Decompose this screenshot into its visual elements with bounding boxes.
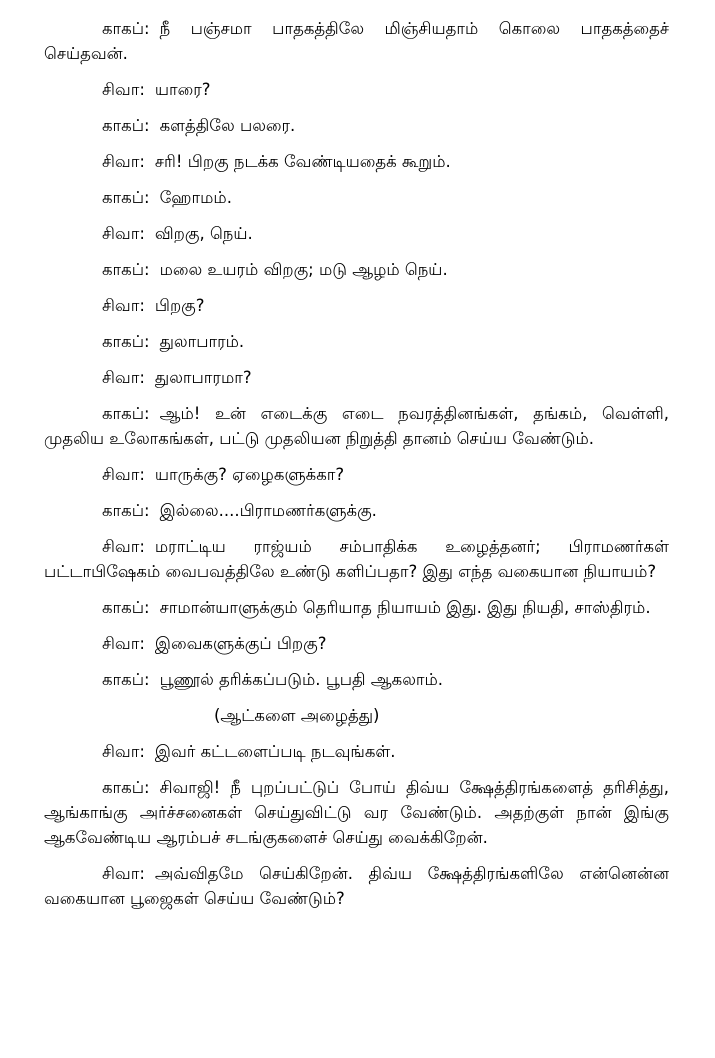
dialogue-text: யாருக்கு? ஏழைகளுக்கா? [154, 465, 345, 484]
speaker-label: காகப்: [102, 501, 150, 520]
dialogue-line [44, 462, 669, 487]
speaker-label: காகப்: [102, 19, 150, 38]
speaker-label: சிவா: [102, 224, 145, 243]
dialogue-line [44, 739, 669, 764]
dialogue-text: ஹோமம். [159, 188, 232, 207]
speaker-label: காகப்: [102, 598, 150, 617]
speaker-label: சிவா: [102, 537, 145, 556]
dialogue-text: பூணூல் தரிக்கப்படும். பூபதி ஆகலாம். [159, 670, 444, 689]
dialogue-text: சிவாஜி! நீ புறப்பட்டுப் போய் திவ்ய க்ஷேத்திரங்களைத் தரிசித்து, ஆங்காங்கு அர்ச்சனைகள் செய்துவிட்டு வர வேண்டும். அதற்குள் நான் இங்கு ஆகவேண்டிய ஆரம்பச் சடங்குகளைச் செய்து வைக்கிறேன். [44, 778, 669, 847]
dialogue-line [44, 534, 669, 584]
dialogue-block [44, 16, 669, 692]
dialogue-line [44, 861, 669, 911]
dialogue-line [44, 257, 669, 282]
speaker-label: காகப்: [102, 188, 150, 207]
dialogue-line [44, 595, 669, 620]
speaker-label: சிவா: [102, 152, 145, 171]
dialogue-line [44, 149, 669, 174]
dialogue-text: துலாபாரம். [159, 332, 245, 351]
speaker-label: சிவா: [102, 742, 145, 761]
dialogue-text: யாரை? [154, 80, 211, 99]
dialogue-text: மராட்டிய ராஜ்யம் சம்பாதிக்க உழைத்தனர்; பிராமணர்கள் பட்டாபிஷேகம் வைபவத்திலே உண்டு களிப்பதா? இது எந்த வகையான நியாயம்? [44, 537, 669, 581]
dialogue-text: துலாபாரமா? [154, 368, 252, 387]
stage-direction: (ஆட்களை அழைத்து) [214, 706, 380, 725]
dialogue-text: சாமான்யாளுக்கும் தெரியாத நியாயம் இது. இது நியதி, சாஸ்திரம். [159, 598, 651, 617]
speaker-label: சிவா: [102, 368, 145, 387]
dialogue-text: மலை உயரம் விறகு; மடு ஆழம் நெய். [159, 260, 448, 279]
dialogue-line [44, 221, 669, 246]
speaker-label: காகப்: [102, 404, 150, 423]
dialogue-line [44, 16, 669, 66]
speaker-label: காகப்: [102, 670, 150, 689]
dialogue-line [44, 77, 669, 102]
speaker-label: சிவா: [102, 80, 145, 99]
speaker-label: காகப்: [102, 332, 150, 351]
dialogue-text: நீ பஞ்சமா பாதகத்திலே மிஞ்சியதாம் கொலை பாதகத்தைச் செய்தவன். [44, 19, 669, 63]
dialogue-text: விறகு, நெய். [154, 224, 253, 243]
speaker-label: காகப்: [102, 260, 150, 279]
dialogue-text: இல்லை....பிராமணர்களுக்கு. [159, 501, 377, 520]
dialogue-line [44, 498, 669, 523]
dialogue-text: ஆம்! உன் எடைக்கு எடை நவரத்தினங்கள், தங்கம், வெள்ளி, முதலிய உலோகங்கள், பட்டு முதலியன நிறுத்தி தானம் செய்ய வேண்டும். [44, 404, 669, 448]
dialogue-line [44, 329, 669, 354]
dialogue-text: இவர் கட்டளைப்படி நடவுங்கள். [154, 742, 396, 761]
speaker-label: சிவா: [102, 864, 145, 883]
dialogue-text: இவைகளுக்குப் பிறகு? [154, 634, 327, 653]
dialogue-line [44, 401, 669, 451]
speaker-label: சிவா: [102, 296, 145, 315]
dialogue-line [44, 667, 669, 692]
speaker-label: காகப்: [102, 778, 150, 797]
speaker-label: சிவா: [102, 634, 145, 653]
dialogue-line [44, 631, 669, 656]
speaker-label: சிவா: [102, 465, 145, 484]
dialogue-text: களத்திலே பலரை. [159, 116, 296, 135]
dialogue-line [44, 185, 669, 210]
dialogue-text: சரி! பிறகு நடக்க வேண்டியதைக் கூறும். [154, 152, 451, 171]
dialogue-line [44, 113, 669, 138]
dialogue-block-2 [44, 739, 669, 911]
speaker-label: காகப்: [102, 116, 150, 135]
dialogue-line [44, 365, 669, 390]
dialogue-text: அவ்விதமே செய்கிறேன். திவ்ய க்ஷேத்திரங்களிலே என்னென்ன வகையான பூஜைகள் செய்ய வேண்டும்? [44, 864, 669, 908]
dialogue-line [44, 775, 669, 850]
dialogue-text: பிறகு? [154, 296, 205, 315]
dialogue-line [44, 293, 669, 318]
